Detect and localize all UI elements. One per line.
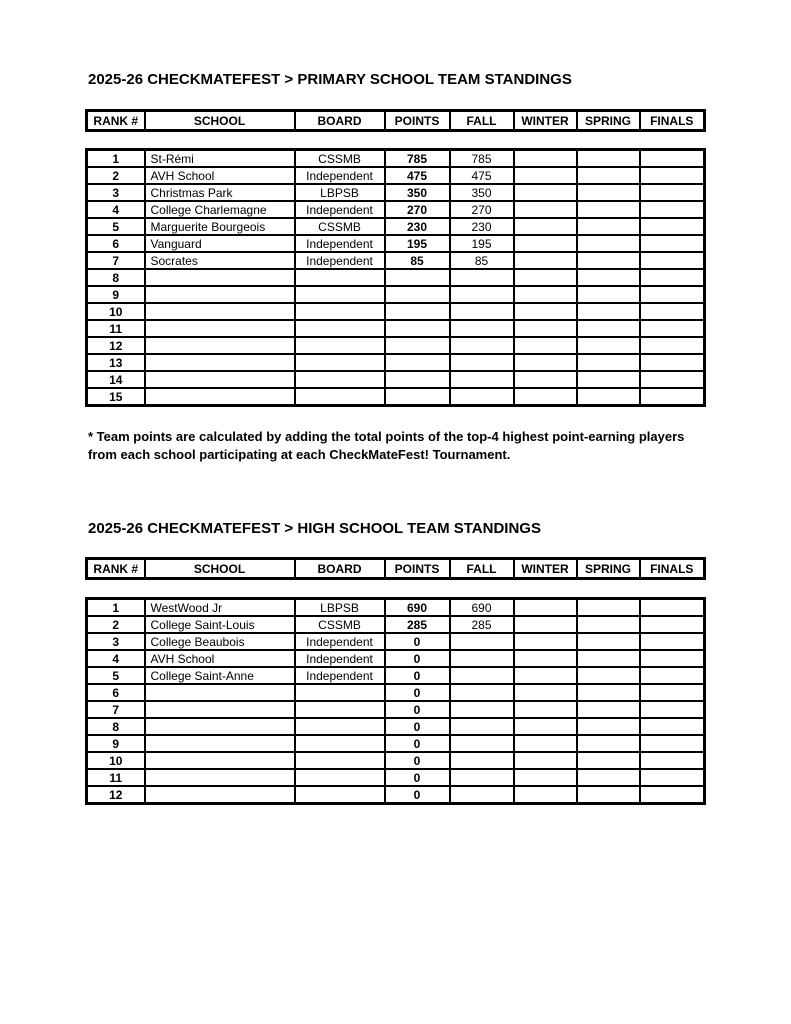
points-cell: 350 [385, 184, 450, 201]
team-points-footnote: * Team points are calculated by adding the total points of the top-4 highest point-earning players from each school participating at each CheckMateFest! Tournament. [88, 429, 685, 462]
table-row [87, 201, 705, 218]
points-cell: 85 [385, 252, 450, 269]
spring-cell [577, 184, 640, 201]
finals-cell [640, 684, 705, 701]
table-row [87, 735, 705, 752]
table-row [87, 354, 705, 371]
spring-cell [577, 599, 640, 617]
spring-cell [577, 752, 640, 769]
header-row [87, 559, 705, 579]
table-row [87, 218, 705, 235]
winter-cell [514, 650, 577, 667]
column-header-rank: RANK # [87, 559, 145, 579]
points-cell: 0 [385, 701, 450, 718]
winter-cell [514, 269, 577, 286]
finals-cell [640, 735, 705, 752]
winter-cell [514, 752, 577, 769]
fall-cell [450, 286, 514, 303]
spring-cell [577, 218, 640, 235]
points-cell: 270 [385, 201, 450, 218]
points-cell: 0 [385, 769, 450, 786]
finals-cell [640, 337, 705, 354]
rank-cell: 1 [87, 150, 145, 168]
school-cell: AVH School [145, 650, 295, 667]
board-cell [295, 320, 385, 337]
school-cell [145, 752, 295, 769]
spring-cell [577, 701, 640, 718]
high-school-standings-title: 2025-26 CHECKMATEFEST > HIGH SCHOOL TEAM STANDINGS [88, 520, 541, 538]
points-cell [385, 286, 450, 303]
school-cell: Marguerite Bourgeois [145, 218, 295, 235]
finals-cell [640, 752, 705, 769]
table-row [87, 769, 705, 786]
fall-cell: 85 [450, 252, 514, 269]
fall-cell: 270 [450, 201, 514, 218]
column-header-points: POINTS [385, 111, 450, 131]
spring-cell [577, 371, 640, 388]
rank-cell: 14 [87, 371, 145, 388]
column-header-winter: WINTER [514, 559, 577, 579]
winter-cell [514, 718, 577, 735]
column-header-school: SCHOOL [145, 559, 295, 579]
spring-cell [577, 667, 640, 684]
spring-cell [577, 286, 640, 303]
table-row [87, 616, 705, 633]
fall-cell: 785 [450, 150, 514, 168]
finals-cell [640, 150, 705, 168]
table-row [87, 320, 705, 337]
winter-cell [514, 684, 577, 701]
rank-cell: 10 [87, 752, 145, 769]
finals-cell [640, 371, 705, 388]
points-cell [385, 371, 450, 388]
points-cell: 0 [385, 684, 450, 701]
school-cell: Socrates [145, 252, 295, 269]
table-row [87, 150, 705, 168]
table-row [87, 388, 705, 406]
rank-cell: 5 [87, 218, 145, 235]
table-row [87, 667, 705, 684]
school-cell [145, 320, 295, 337]
school-cell [145, 354, 295, 371]
finals-cell [640, 184, 705, 201]
winter-cell [514, 616, 577, 633]
fall-cell: 690 [450, 599, 514, 617]
finals-cell [640, 286, 705, 303]
board-cell: Independent [295, 667, 385, 684]
winter-cell [514, 701, 577, 718]
school-cell [145, 303, 295, 320]
fall-cell: 285 [450, 616, 514, 633]
rank-cell: 15 [87, 388, 145, 406]
rank-cell: 2 [87, 167, 145, 184]
winter-cell [514, 633, 577, 650]
points-cell [385, 337, 450, 354]
spring-cell [577, 735, 640, 752]
spring-cell [577, 167, 640, 184]
board-cell: Independent [295, 235, 385, 252]
column-header-spring: SPRING [577, 559, 640, 579]
spring-cell [577, 616, 640, 633]
school-cell: College Beaubois [145, 633, 295, 650]
finals-cell [640, 667, 705, 684]
rank-cell: 2 [87, 616, 145, 633]
board-cell [295, 269, 385, 286]
school-cell: College Saint-Anne [145, 667, 295, 684]
points-cell: 195 [385, 235, 450, 252]
winter-cell [514, 201, 577, 218]
school-cell: AVH School [145, 167, 295, 184]
school-cell: Christmas Park [145, 184, 295, 201]
table-row [87, 633, 705, 650]
table-row [87, 599, 705, 617]
winter-cell [514, 167, 577, 184]
fall-cell [450, 388, 514, 406]
points-cell: 230 [385, 218, 450, 235]
table-row [87, 252, 705, 269]
fall-cell: 350 [450, 184, 514, 201]
board-cell [295, 752, 385, 769]
school-cell: St-Rémi [145, 150, 295, 168]
school-cell: Vanguard [145, 235, 295, 252]
points-cell: 0 [385, 667, 450, 684]
rank-cell: 11 [87, 769, 145, 786]
finals-cell [640, 201, 705, 218]
winter-cell [514, 769, 577, 786]
fall-cell [450, 633, 514, 650]
column-header-board: BOARD [295, 111, 385, 131]
spring-cell [577, 388, 640, 406]
winter-cell [514, 599, 577, 617]
table-row [87, 286, 705, 303]
rank-cell: 11 [87, 320, 145, 337]
rank-cell: 3 [87, 633, 145, 650]
board-cell [295, 684, 385, 701]
table-row [87, 650, 705, 667]
winter-cell [514, 337, 577, 354]
points-cell [385, 388, 450, 406]
column-header-points: POINTS [385, 559, 450, 579]
spring-cell [577, 650, 640, 667]
spring-cell [577, 320, 640, 337]
board-cell [295, 337, 385, 354]
spring-cell [577, 303, 640, 320]
board-cell: Independent [295, 252, 385, 269]
rank-cell: 9 [87, 735, 145, 752]
points-cell: 690 [385, 599, 450, 617]
rank-cell: 4 [87, 201, 145, 218]
spring-cell [577, 769, 640, 786]
rank-cell: 4 [87, 650, 145, 667]
board-cell: Independent [295, 650, 385, 667]
rank-cell: 8 [87, 269, 145, 286]
table-row [87, 786, 705, 804]
fall-cell [450, 786, 514, 804]
fall-cell [450, 354, 514, 371]
school-cell [145, 371, 295, 388]
fall-cell [450, 752, 514, 769]
table-row [87, 752, 705, 769]
column-header-rank: RANK # [87, 111, 145, 131]
finals-cell [640, 252, 705, 269]
board-cell [295, 769, 385, 786]
board-cell [295, 303, 385, 320]
fall-cell [450, 650, 514, 667]
finals-cell [640, 599, 705, 617]
points-cell: 0 [385, 752, 450, 769]
finals-cell [640, 633, 705, 650]
fall-cell [450, 769, 514, 786]
fall-cell: 230 [450, 218, 514, 235]
primary-standings-header-table [85, 109, 706, 132]
winter-cell [514, 371, 577, 388]
column-header-winter: WINTER [514, 111, 577, 131]
school-cell: College Saint-Louis [145, 616, 295, 633]
school-cell [145, 701, 295, 718]
spring-cell [577, 633, 640, 650]
fall-cell [450, 684, 514, 701]
spring-cell [577, 786, 640, 804]
rank-cell: 6 [87, 684, 145, 701]
board-cell: LBPSB [295, 184, 385, 201]
points-cell: 475 [385, 167, 450, 184]
fall-cell [450, 701, 514, 718]
fall-cell [450, 735, 514, 752]
winter-cell [514, 388, 577, 406]
school-cell [145, 388, 295, 406]
points-cell: 0 [385, 633, 450, 650]
column-header-finals: FINALS [640, 111, 705, 131]
board-cell [295, 701, 385, 718]
school-cell [145, 718, 295, 735]
school-cell [145, 786, 295, 804]
finals-cell [640, 701, 705, 718]
spring-cell [577, 150, 640, 168]
fall-cell: 475 [450, 167, 514, 184]
winter-cell [514, 786, 577, 804]
winter-cell [514, 150, 577, 168]
board-cell: Independent [295, 633, 385, 650]
finals-cell [640, 354, 705, 371]
header-row [87, 111, 705, 131]
table-row [87, 684, 705, 701]
points-cell: 285 [385, 616, 450, 633]
rank-cell: 12 [87, 786, 145, 804]
board-cell: Independent [295, 167, 385, 184]
school-cell [145, 269, 295, 286]
rank-cell: 6 [87, 235, 145, 252]
board-cell: LBPSB [295, 599, 385, 617]
spring-cell [577, 354, 640, 371]
finals-cell [640, 269, 705, 286]
board-cell: Independent [295, 201, 385, 218]
winter-cell [514, 218, 577, 235]
winter-cell [514, 303, 577, 320]
spring-cell [577, 337, 640, 354]
winter-cell [514, 252, 577, 269]
fall-cell [450, 667, 514, 684]
board-cell [295, 388, 385, 406]
high-school-standings-header-table [85, 557, 706, 580]
table-row [87, 701, 705, 718]
board-cell [295, 718, 385, 735]
rank-cell: 1 [87, 599, 145, 617]
points-cell: 0 [385, 650, 450, 667]
board-cell [295, 354, 385, 371]
high-school-standings-body-table [85, 597, 706, 805]
finals-cell [640, 320, 705, 337]
spring-cell [577, 235, 640, 252]
board-cell: CSSMB [295, 218, 385, 235]
table-row [87, 718, 705, 735]
winter-cell [514, 735, 577, 752]
school-cell [145, 286, 295, 303]
table-row [87, 167, 705, 184]
board-cell [295, 786, 385, 804]
table-row [87, 184, 705, 201]
winter-cell [514, 667, 577, 684]
finals-cell [640, 303, 705, 320]
fall-cell [450, 269, 514, 286]
points-cell: 0 [385, 786, 450, 804]
school-cell: WestWood Jr [145, 599, 295, 617]
fall-cell: 195 [450, 235, 514, 252]
fall-cell [450, 337, 514, 354]
primary-standings-body-table [85, 148, 706, 407]
rank-cell: 12 [87, 337, 145, 354]
finals-cell [640, 718, 705, 735]
rank-cell: 5 [87, 667, 145, 684]
table-row [87, 371, 705, 388]
winter-cell [514, 286, 577, 303]
fall-cell [450, 371, 514, 388]
board-cell [295, 735, 385, 752]
finals-cell [640, 769, 705, 786]
finals-cell [640, 388, 705, 406]
school-cell [145, 769, 295, 786]
points-cell [385, 354, 450, 371]
spring-cell [577, 718, 640, 735]
fall-cell [450, 718, 514, 735]
points-cell: 785 [385, 150, 450, 168]
points-cell: 0 [385, 735, 450, 752]
points-cell [385, 320, 450, 337]
rank-cell: 8 [87, 718, 145, 735]
winter-cell [514, 320, 577, 337]
school-cell [145, 684, 295, 701]
column-header-fall: FALL [450, 559, 514, 579]
column-header-spring: SPRING [577, 111, 640, 131]
spring-cell [577, 269, 640, 286]
column-header-fall: FALL [450, 111, 514, 131]
winter-cell [514, 235, 577, 252]
points-cell [385, 269, 450, 286]
fall-cell [450, 320, 514, 337]
finals-cell [640, 786, 705, 804]
table-row [87, 235, 705, 252]
fall-cell [450, 303, 514, 320]
finals-cell [640, 235, 705, 252]
board-cell [295, 371, 385, 388]
rank-cell: 9 [87, 286, 145, 303]
rank-cell: 7 [87, 252, 145, 269]
spring-cell [577, 684, 640, 701]
winter-cell [514, 354, 577, 371]
rank-cell: 7 [87, 701, 145, 718]
points-cell: 0 [385, 718, 450, 735]
column-header-finals: FINALS [640, 559, 705, 579]
finals-cell [640, 616, 705, 633]
school-cell: College Charlemagne [145, 201, 295, 218]
school-cell [145, 337, 295, 354]
points-cell [385, 303, 450, 320]
table-row [87, 337, 705, 354]
board-cell: CSSMB [295, 150, 385, 168]
school-cell [145, 735, 295, 752]
finals-cell [640, 167, 705, 184]
spring-cell [577, 201, 640, 218]
rank-cell: 3 [87, 184, 145, 201]
rank-cell: 13 [87, 354, 145, 371]
finals-cell [640, 218, 705, 235]
primary-standings-title: 2025-26 CHECKMATEFEST > PRIMARY SCHOOL TEAM STANDINGS [88, 71, 572, 88]
table-row [87, 269, 705, 286]
board-cell: CSSMB [295, 616, 385, 633]
spring-cell [577, 252, 640, 269]
winter-cell [514, 184, 577, 201]
finals-cell [640, 650, 705, 667]
board-cell [295, 286, 385, 303]
column-header-board: BOARD [295, 559, 385, 579]
column-header-school: SCHOOL [145, 111, 295, 131]
table-row [87, 303, 705, 320]
rank-cell: 10 [87, 303, 145, 320]
